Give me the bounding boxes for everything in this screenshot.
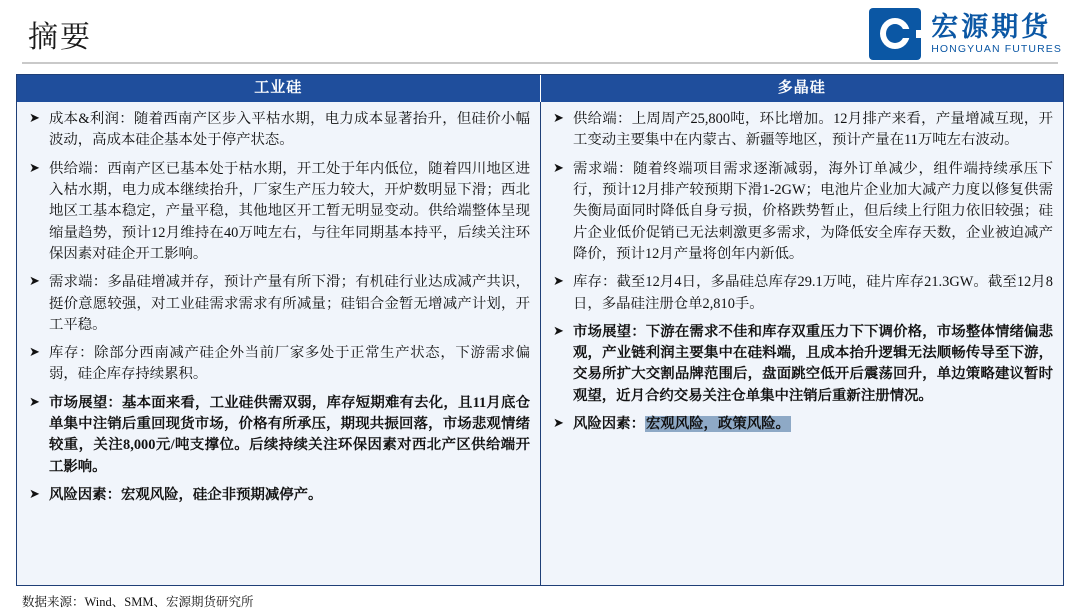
list-item-text: 库存：截至12月4日，多晶硅总库存29.1万吨，硅片库存21.3GW。截至12月8日，多晶硅注册仓单2,810手。 bbox=[573, 274, 1053, 312]
data-source-note: 数据来源：Wind、SMM、宏源期货研究所 bbox=[22, 595, 254, 609]
list-item bbox=[25, 393, 530, 478]
bullet-arrow-icon: ➤ bbox=[553, 416, 564, 432]
list-item-text: 成本&利润：随着西南产区步入平枯水期，电力成本显著抬升，但硅价小幅波动，高成本硅企基本处于停产状态。 bbox=[49, 111, 530, 149]
summary-table bbox=[16, 74, 1064, 586]
column-header-industrial-silicon: 工业硅 bbox=[254, 80, 303, 96]
column-header-polysilicon: 多晶硅 bbox=[540, 75, 1064, 102]
list-item-text: 需求端：多晶硅增减并存，预计产量有所下滑；有机硅行业达成减产共识，挺价意愿较强，对工业硅需求需求有所减量；硅铝合金暂无增减产计划，开工平稳。 bbox=[49, 274, 530, 333]
bullet-arrow-icon: ➤ bbox=[553, 323, 564, 339]
bullet-arrow-icon: ➤ bbox=[553, 274, 564, 290]
logo-mark-icon bbox=[869, 8, 921, 60]
table-header-row bbox=[17, 75, 1063, 102]
list-item-text: 风险因素：宏观风险，硅企非预期减停产。 bbox=[49, 487, 323, 503]
list-item bbox=[25, 109, 530, 152]
logo-chinese-name: 宏源期货 bbox=[931, 11, 1052, 42]
list-item bbox=[549, 109, 1053, 152]
company-logo bbox=[869, 8, 1062, 60]
risk-label: 风险因素： bbox=[573, 416, 645, 433]
list-item-text: 供给端：上周周产25,800吨，环比增加。12月排产来看，产量增减互现，开工变动主要集中在内蒙古、新疆等地区，预计产量在11万吨左右波动。 bbox=[573, 111, 1053, 149]
bullet-arrow-icon: ➤ bbox=[553, 160, 564, 176]
list-item-text: 需求端：随着终端项目需求逐渐减弱，海外订单减少，组件端持续承压下行，预计12月排产较预期下滑1-2GW；电池片企业加大减产力度以修复供需失衡局面同时降低自身亏损，价格跌势暂止，但后续上行阻力依旧较强；硅片企业低价促销已无法刺激更多需求，为降低安全库存天数，企业被迫减产降价，预计12月产量将创年内新低。 bbox=[573, 160, 1053, 262]
polysilicon-bullet-list bbox=[549, 109, 1053, 435]
cell-industrial-silicon bbox=[17, 102, 540, 585]
table-body-row bbox=[17, 102, 1063, 585]
list-item bbox=[25, 485, 530, 506]
list-item bbox=[549, 272, 1053, 315]
page-title: 摘要 bbox=[28, 21, 92, 54]
list-item bbox=[25, 272, 530, 336]
bullet-arrow-icon: ➤ bbox=[29, 345, 40, 361]
list-item-text: 库存：除部分西南减产硅企外当前厂家多处于正常生产状态，下游需求偏弱，硅企库存持续累积。 bbox=[49, 345, 530, 383]
bullet-arrow-icon: ➤ bbox=[29, 394, 40, 410]
highlight-text: 宏观风险，政策风险。 bbox=[645, 416, 790, 433]
bullet-arrow-icon: ➤ bbox=[29, 487, 40, 502]
cell-polysilicon bbox=[540, 102, 1063, 585]
header-divider bbox=[22, 62, 1058, 64]
industrial-silicon-bullet-list bbox=[25, 109, 530, 506]
bullet-arrow-icon: ➤ bbox=[553, 111, 564, 126]
bullet-arrow-icon: ➤ bbox=[29, 160, 40, 176]
logo-english-name: HONGYUAN FUTURES bbox=[931, 43, 1062, 56]
logo-text bbox=[931, 13, 1062, 55]
list-item bbox=[549, 414, 1053, 435]
list-item bbox=[25, 159, 530, 266]
list-item-text: 市场展望：下游在需求不佳和库存双重压力下下调价格，市场整体情绪偏悲观，产业链利润主要集中在硅料端，且成本抬升逻辑无法顺畅传导至下游，交易所扩大交割品牌范围后，盘面跳空低开后震荡回升，单边策略建议暂时观望，近月合约交易关注仓单集中注销后重新注册情况。 bbox=[573, 323, 1053, 404]
slide-header bbox=[0, 0, 1080, 68]
list-item bbox=[549, 322, 1053, 407]
list-item-text: 供给端：西南产区已基本处于枯水期，开工处于年内低位，随着四川地区进入枯水期，电力成本继续抬升，厂家生产压力较大，开炉数明显下滑；西北地区工基本稳定，产量平稳，其他地区开工暂无明显变动。供给端整体呈现缩量趋势，预计12月维持在40万吨左右，与往年同期基本持平，后续关注环保因素对硅企开工影响。 bbox=[49, 160, 530, 262]
list-item-text-risk bbox=[573, 416, 791, 432]
logo-bar-shape bbox=[895, 30, 923, 38]
bullet-arrow-icon: ➤ bbox=[29, 274, 40, 290]
bullet-arrow-icon: ➤ bbox=[29, 111, 40, 126]
list-item-text: 市场展望：基本面来看，工业硅供需双弱，库存短期难有去化，且11月底仓单集中注销后重回现货市场，价格有所承压，期现共振回落，市场悲观情绪较重，关注8,000元/吨支撑位。后续持续关注环保因素对西北产区供给端开工影响。 bbox=[49, 394, 530, 475]
list-item bbox=[549, 159, 1053, 266]
list-item bbox=[25, 343, 530, 386]
